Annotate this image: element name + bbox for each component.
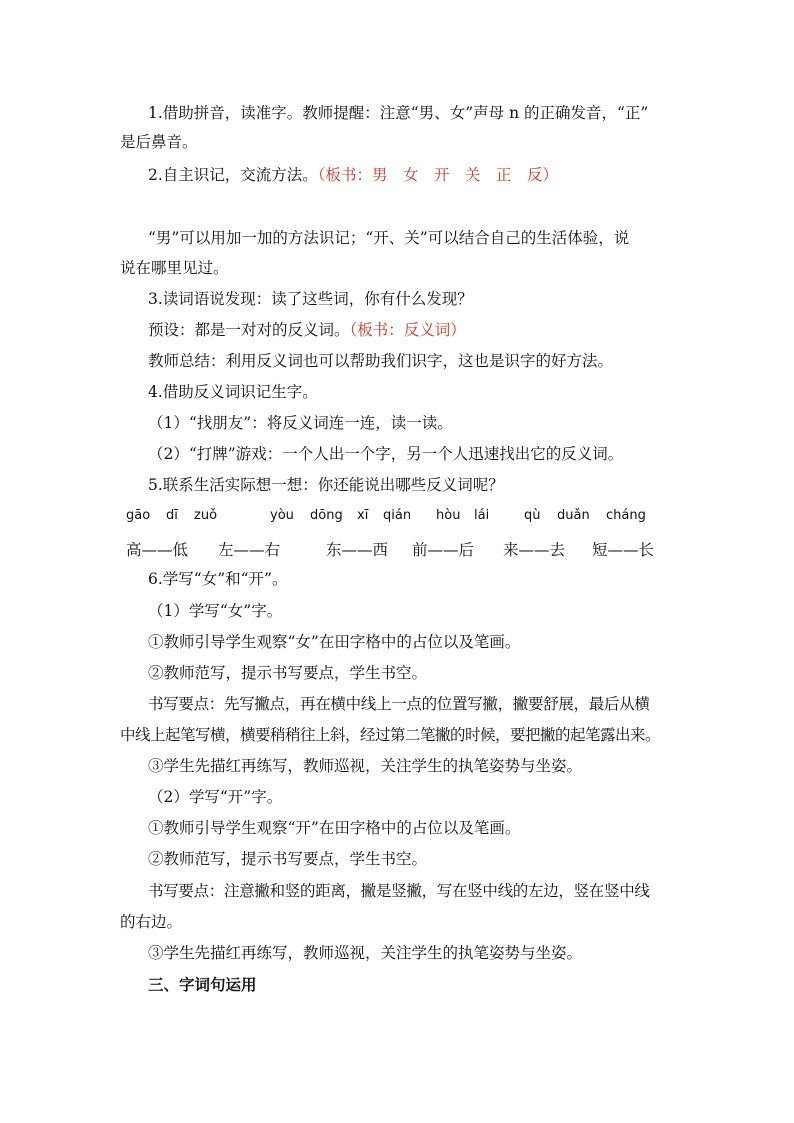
paragraph-line: ③学生先描红再练写，教师巡视，关注学生的执笔姿势与坐姿。 (148, 757, 583, 775)
paragraph-line: 6.学写“女”和“开”。 (148, 570, 288, 588)
antonym-pair: 来——去 (503, 541, 566, 559)
pinyin: dōng (310, 508, 343, 523)
pinyin: lái (474, 508, 490, 523)
pinyin: zuǒ (194, 508, 218, 523)
paragraph-line: ①教师引导学生观察“女”在田字格中的占位以及笔画。 (148, 633, 521, 651)
paragraph-line: “男”可以用加一加的方法识记；“开、关”可以结合自己的生活体验，说 (148, 229, 630, 247)
pinyin: gāo (126, 508, 151, 523)
pinyin: dī (166, 508, 178, 523)
paragraph-line (148, 164, 708, 186)
pinyin: duǎn (557, 508, 590, 523)
paragraph-line: 教师总结：利用反义词也可以帮助我们识字，这也是识字的好方法。 (148, 352, 614, 370)
paragraph-line: （1）学写“女”字。 (148, 602, 283, 620)
paragraph-line: 说在哪里见过。 (120, 259, 229, 277)
pinyin: cháng (606, 508, 646, 523)
pinyin: qù (524, 508, 541, 523)
paragraph-line: 1.借助拼音，读准字。教师提醒：注意“男、女”声母 n 的正确发音，“正” (148, 104, 649, 122)
antonym-pair: 左——右 (218, 541, 281, 559)
blackboard-note: （板书：男 女 开 关 正 反） (317, 166, 559, 184)
paragraph-line: ③学生先描红再练写，教师巡视，关注学生的执笔姿势与坐姿。 (148, 944, 583, 962)
paragraph-text: 预设：都是一对对的反义词。 (148, 321, 350, 339)
paragraph-line: （2）学写“开”字。 (148, 788, 283, 806)
paragraph-line: ②教师范写，提示书写要点，学生书空。 (148, 850, 428, 868)
paragraph-line: 的右边。 (120, 913, 183, 931)
paragraph-line (148, 319, 708, 341)
section-heading: 三、字词句运用 (148, 975, 257, 994)
antonym-pair: 前——后 (412, 541, 475, 559)
antonym-pair: 短——长 (592, 541, 655, 559)
pinyin: hòu (436, 508, 461, 523)
paragraph-line: 是后鼻音。 (120, 133, 198, 151)
pinyin: yòu (270, 508, 294, 523)
antonym-pair: 高——低 (126, 541, 189, 559)
paragraph-line: 3.读词语说发现：读了这些词，你有什么发现？ (148, 290, 473, 308)
paragraph-line: 书写要点：先写撇点，再在横中线上一点的位置写撇，撇要舒展，最后从横 (148, 695, 650, 713)
paragraph-line: ②教师范写，提示书写要点，学生书空。 (148, 664, 428, 682)
paragraph-line: （2）“打牌”游戏：一个人出一个字，另一个人迅速找出它的反义词。 (148, 445, 624, 463)
paragraph-line: ①教师引导学生观察“开”在田字格中的占位以及笔画。 (148, 819, 521, 837)
paragraph-line: 中线上起笔写横，横要稍稍往上斜，经过第二笔撇的时候，要把撇的起笔露出来。 (120, 726, 661, 744)
paragraph-line: （1）“找朋友”：将反义词连一连，读一读。 (148, 414, 453, 432)
paragraph-text: 2.自主识记，交流方法。 (148, 166, 318, 184)
pinyin: qián (383, 508, 412, 523)
pinyin: xī (357, 508, 369, 523)
blackboard-note: （板书：反义词） (349, 321, 466, 339)
paragraph-line: 书写要点：注意撇和竖的距离，撇是竖撇，写在竖中线的左边，竖在竖中线 (148, 882, 650, 900)
paragraph-line: 5.联系生活实际想一想：你还能说出哪些反义词呢？ (148, 476, 504, 494)
paragraph-line: 4.借助反义词识记生字。 (148, 383, 318, 401)
antonym-pair: 东——西 (326, 541, 389, 559)
